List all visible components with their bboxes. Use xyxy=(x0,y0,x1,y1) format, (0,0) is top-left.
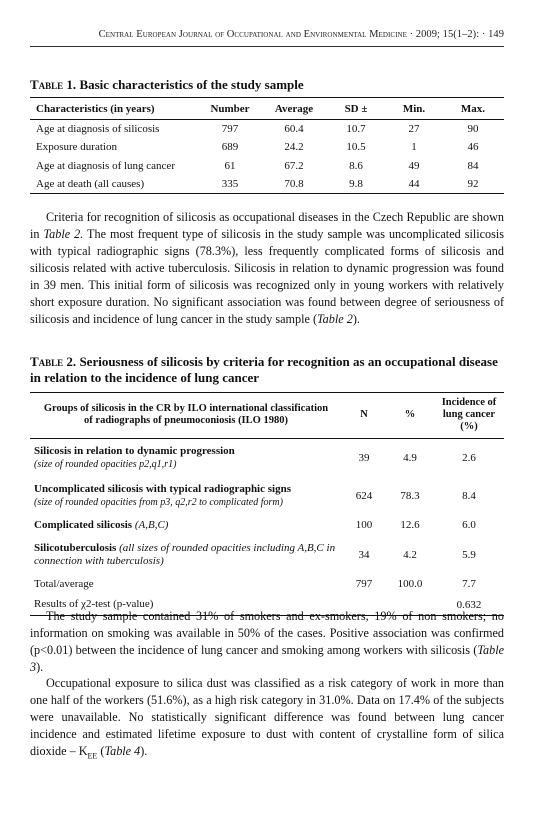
cell-n: 100 xyxy=(355,519,373,531)
table-1-label: Table 1. xyxy=(30,77,77,92)
cell-incidence: 0.632 xyxy=(456,598,482,611)
cell-incidence: 6.0 xyxy=(462,519,476,531)
row-label xyxy=(30,536,342,574)
table-reference[interactable]: Table 2 xyxy=(317,312,353,326)
row-label: Age at diagnosis of lung cancer xyxy=(36,159,175,172)
cell-incidence: 8.4 xyxy=(462,489,476,502)
row-title: Silicotuberculosis xyxy=(34,541,117,554)
table-row xyxy=(30,120,504,139)
table-reference[interactable]: Table 3 xyxy=(30,643,504,674)
table-2-caption xyxy=(30,354,504,386)
row-subtitle: (all sizes of rounded opacities including A,B,C in connection with tuberculosis) xyxy=(34,541,336,567)
row-label: Total/average xyxy=(34,577,94,590)
table-1 xyxy=(30,77,504,194)
cell-min: 44 xyxy=(408,177,420,190)
table-reference[interactable]: Table 4 xyxy=(104,744,141,758)
table-2-grid xyxy=(30,392,504,616)
table-2-title: Seriousness of silicosis by criteria for recognition as an occupational disease in relation to the incidence of lung cancer xyxy=(30,354,498,385)
cell-average: 70.8 xyxy=(284,177,304,190)
row-title: Complicated silicosis xyxy=(34,518,133,531)
row-label xyxy=(30,439,342,477)
cell-min: 27 xyxy=(408,122,420,135)
row-label: Exposure duration xyxy=(36,141,117,153)
paragraph-1 xyxy=(30,209,504,328)
paragraph-3 xyxy=(30,675,504,764)
table-row xyxy=(30,515,504,536)
running-header: Central European Journal of Occupational and Environmental Medicine · 2009; 15(1–2): · 149 xyxy=(98,29,504,40)
cell-sd: 8.6 xyxy=(349,159,363,172)
header-rule xyxy=(30,46,504,47)
table-row xyxy=(30,536,504,574)
paragraph-text: ). xyxy=(36,660,44,674)
cell-sd: 10.5 xyxy=(346,141,366,153)
row-label: Results of χ2-test (p-value) xyxy=(34,598,154,611)
cell-pct: 78.3 xyxy=(400,489,420,502)
subscript: EE xyxy=(87,751,98,761)
cell-number: 335 xyxy=(221,177,239,190)
cell-n: 624 xyxy=(355,489,373,502)
column-header: Number xyxy=(198,98,262,120)
cell-average: 67.2 xyxy=(284,159,304,172)
cell-min: 1 xyxy=(411,141,417,153)
paragraph-text: ). xyxy=(352,312,360,326)
column-header: Max. xyxy=(442,98,504,120)
cell-pct: 4.9 xyxy=(403,451,417,464)
cell-pct: 12.6 xyxy=(400,519,420,531)
row-subtitle: (size of rounded opacities from p3, q2,r2 to complicated form) xyxy=(34,496,283,508)
cell-incidence: 2.6 xyxy=(462,451,476,464)
row-title: Uncomplicated silicosis with typical radiographic signs xyxy=(34,482,291,495)
row-subtitle: (A,B,C) xyxy=(132,518,169,531)
column-header: Characteristics (in years) xyxy=(30,98,198,120)
paragraph-text: ( xyxy=(97,744,105,758)
paragraph-2 xyxy=(30,608,504,676)
table-row xyxy=(30,175,504,194)
column-header: % xyxy=(386,393,434,439)
cell-min: 49 xyxy=(408,159,420,172)
table-2-label: Table 2. xyxy=(30,354,77,369)
column-header: N xyxy=(342,393,386,439)
row-label xyxy=(30,477,342,515)
table-row xyxy=(30,157,504,176)
table-header-row xyxy=(30,393,504,439)
table-1-caption xyxy=(30,77,504,93)
paragraph-text: The most frequent type of silicosis in the study sample was uncomplicated silicosis with typical radiographic signs (78.3%), less frequently complicated forms of silicosis and silicosis related with active tuberculosis. Silicosis in relation to dynamic progression was found in 39 men. This initial form of silicosis was recognized only in young workers with relatively short exposure duration. No significant association was found between degree of seriousness of silicosis and incidence of lung cancer in the study sample ( xyxy=(30,227,504,326)
paragraph-text: Criteria for recognition of silicosis as occupational diseases in the Czech Republic are shown in xyxy=(30,210,504,241)
cell-n: 797 xyxy=(355,578,373,590)
row-title: Silicosis in relation to dynamic progression xyxy=(34,444,235,457)
cell-incidence: 5.9 xyxy=(462,548,476,561)
cell-max: 84 xyxy=(467,159,479,172)
cell-number: 61 xyxy=(224,159,236,172)
cell-number: 689 xyxy=(221,141,239,153)
cell-average: 60.4 xyxy=(284,122,304,135)
table-1-title: Basic characteristics of the study sample xyxy=(79,77,304,92)
paragraph-text: ). xyxy=(140,744,148,758)
table-1-grid xyxy=(30,97,504,194)
cell-pct: 4.2 xyxy=(403,548,417,561)
column-header: Min. xyxy=(386,98,442,120)
table-row xyxy=(30,138,504,157)
cell-max: 92 xyxy=(467,177,479,190)
column-header: Incidence of lung cancer (%) xyxy=(434,393,504,439)
table-2 xyxy=(30,354,504,616)
row-label xyxy=(30,515,342,536)
row-label: Age at death (all causes) xyxy=(36,177,145,190)
cell-sd: 10.7 xyxy=(346,122,366,135)
column-header: Groups of silicosis in the CR by ILO international classification of radiographs of pneumoconiosis (ILO 1980) xyxy=(30,393,342,439)
row-subtitle: (size of rounded opacities p2,q1,r1) xyxy=(34,458,177,470)
cell-average: 24.2 xyxy=(284,141,304,153)
cell-incidence: 7.7 xyxy=(462,578,476,590)
cell-max: 90 xyxy=(467,122,479,135)
table-header-row xyxy=(30,98,504,120)
row-label: Age at diagnosis of silicosis xyxy=(36,122,160,135)
column-header: SD ± xyxy=(326,98,386,120)
column-header: Average xyxy=(262,98,326,120)
table-row xyxy=(30,477,504,515)
cell-pct: 100.0 xyxy=(397,578,423,590)
cell-number: 797 xyxy=(221,122,239,135)
cell-n: 39 xyxy=(358,451,370,464)
table-row xyxy=(30,574,504,595)
paragraph-text: The study sample contained 31% of smokers and ex-smokers, 19% of non smokers; no information on smoking was available in 50% of the cases. Positive association was confirmed (p<0.01) between the incidence of lung cancer and smoking among workers with silicosis ( xyxy=(30,609,504,657)
cell-sd: 9.8 xyxy=(349,177,363,190)
table-row xyxy=(30,439,504,477)
paragraph-text: Occupational exposure to silica dust was classified as a risk category of work in more than one half of the workers (51.6%), as a high risk category in 31.0%. Data on 17.4% of the subjects were unavailable. No statistically significant difference was found between lung cancer incidence and estimated lifetime exposure to dust with content of crystalline form of silica dioxide – K xyxy=(30,676,504,758)
cell-n: 34 xyxy=(358,548,370,561)
table-reference[interactable]: Table 2. xyxy=(43,227,84,241)
cell-max: 46 xyxy=(467,141,479,153)
